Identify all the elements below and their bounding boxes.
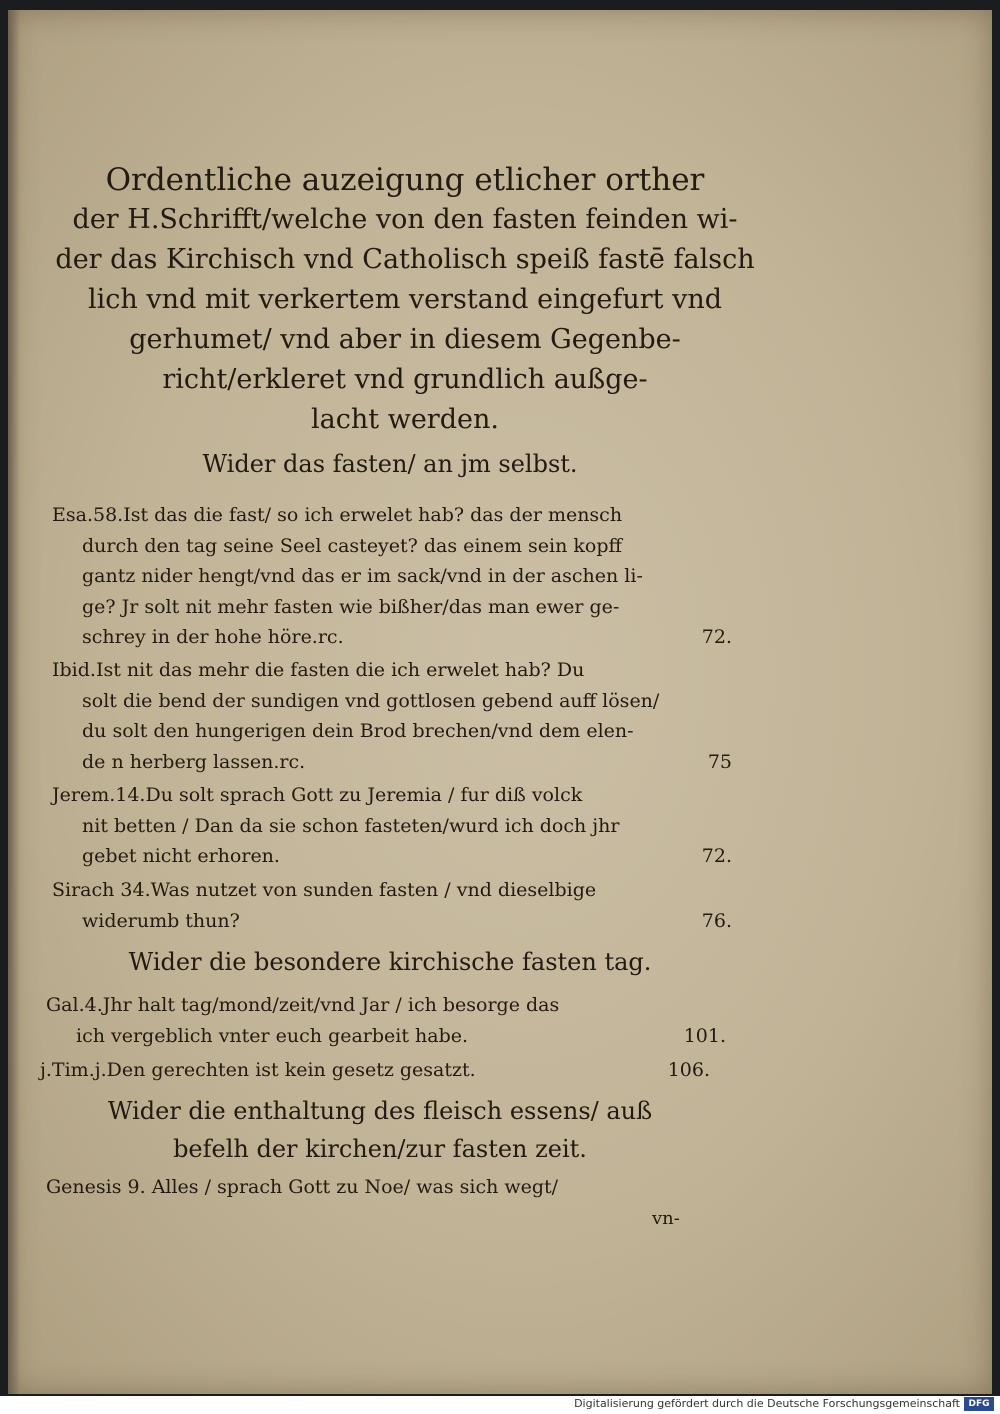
entry-line-text: de n herberg lassen.rc. xyxy=(82,750,306,773)
entry-line: gantz nider hengt/vnd das er im sack/vnd in der aschen li- xyxy=(82,565,643,587)
page-reference: 75 xyxy=(707,750,732,773)
entry-line xyxy=(40,1055,710,1086)
section-title: Wider das fasten/ an jm selbst. xyxy=(202,450,578,478)
heading-line: der H.Schrifft/welche von den fasten feinden wi- xyxy=(72,204,738,235)
entry-line-text: ich vergeblich vnter euch gearbeit habe. xyxy=(76,1024,469,1047)
entry-line xyxy=(52,622,732,653)
section-title xyxy=(70,1092,690,1168)
entry-line: Jerem.14.Du solt sprach Gott zu Jeremia / fur diß volck xyxy=(52,784,583,806)
scripture-entry xyxy=(52,875,732,936)
catchword: vn- xyxy=(652,1208,680,1229)
dfg-logo-icon: DFG xyxy=(964,1397,994,1411)
entry-line: ge? Jr solt nit mehr fasten wie bißher/das man ewer ge- xyxy=(82,595,620,618)
scripture-entry xyxy=(46,1172,726,1203)
page-heading xyxy=(40,160,770,440)
section-title-line: befelh der kirchen/zur fasten zeit. xyxy=(173,1135,587,1163)
heading-line: lacht werden. xyxy=(311,404,499,435)
entry-line xyxy=(52,906,732,937)
entry-line-text: gebet nicht erhoren. xyxy=(82,845,280,867)
entry-line-text: j.Tim.j.Den gerechten ist kein gesetz gesatzt. xyxy=(40,1059,476,1081)
entry-line: nit betten / Dan da sie schon fasteten/wurd ich doch jhr xyxy=(82,814,620,837)
entry-line: Genesis 9. Alles / sprach Gott zu Noe/ was sich wegt/ xyxy=(46,1176,559,1198)
scripture-entry xyxy=(52,780,732,872)
page-binding-edge xyxy=(8,10,20,1394)
footer-bar xyxy=(0,1396,1000,1414)
section-title: Wider die besondere kirchische fasten tag. xyxy=(128,948,652,976)
footer-credit: Digitalisierung gefördert durch die Deutsche Forschungsgemeinschaft xyxy=(574,1397,960,1410)
heading-line: der das Kirchisch vnd Catholisch speiß fastē falsch xyxy=(55,244,755,275)
entry-line: durch den tag seine Seel casteyet? das einem sein kopff xyxy=(82,534,622,557)
entry-line: Esa.58.Ist das die fast/ so ich erwelet hab? das der mensch xyxy=(52,504,623,526)
page-reference: 72. xyxy=(701,626,732,648)
page-reference: 72. xyxy=(701,845,732,867)
scripture-entry xyxy=(40,1055,710,1086)
heading-line: richt/erkleret vnd grundlich außge- xyxy=(162,364,648,395)
heading-line: gerhumet/ vnd aber in diesem Gegenbe- xyxy=(129,324,681,355)
page-reference: 76. xyxy=(701,909,732,932)
entry-line: Gal.4.Jhr halt tag/mond/zeit/vnd Jar / ich besorge das xyxy=(46,994,560,1016)
scripture-entry xyxy=(52,655,732,777)
scripture-entry xyxy=(46,990,726,1051)
entry-line xyxy=(52,747,732,778)
entry-line xyxy=(52,841,732,872)
entry-line xyxy=(46,1021,726,1052)
heading-line: Ordentliche auzeigung etlicher orther xyxy=(105,162,705,198)
page-reference: 101. xyxy=(683,1024,726,1047)
section-title-line: Wider die enthaltung des fleisch essens/ auß xyxy=(107,1097,653,1125)
entry-line: du solt den hungerigen dein Brod brechen/vnd dem elen- xyxy=(82,720,634,742)
scripture-entry xyxy=(52,500,732,653)
entry-line: solt die bend der sundigen vnd gottlosen gebend auff lösen/ xyxy=(82,689,660,712)
heading-line: lich vnd mit verkertem verstand eingefurt vnd xyxy=(87,284,723,315)
entry-line-text: schrey in der hohe höre.rc. xyxy=(82,626,344,648)
entry-line: Ibid.Ist nit das mehr die fasten die ich erwelet hab? Du xyxy=(52,659,585,681)
entry-line: Sirach 34.Was nutzet von sunden fasten / vnd dieselbige xyxy=(52,879,597,901)
page-reference: 106. xyxy=(667,1059,710,1081)
entry-line-text: widerumb thun? xyxy=(82,909,240,932)
